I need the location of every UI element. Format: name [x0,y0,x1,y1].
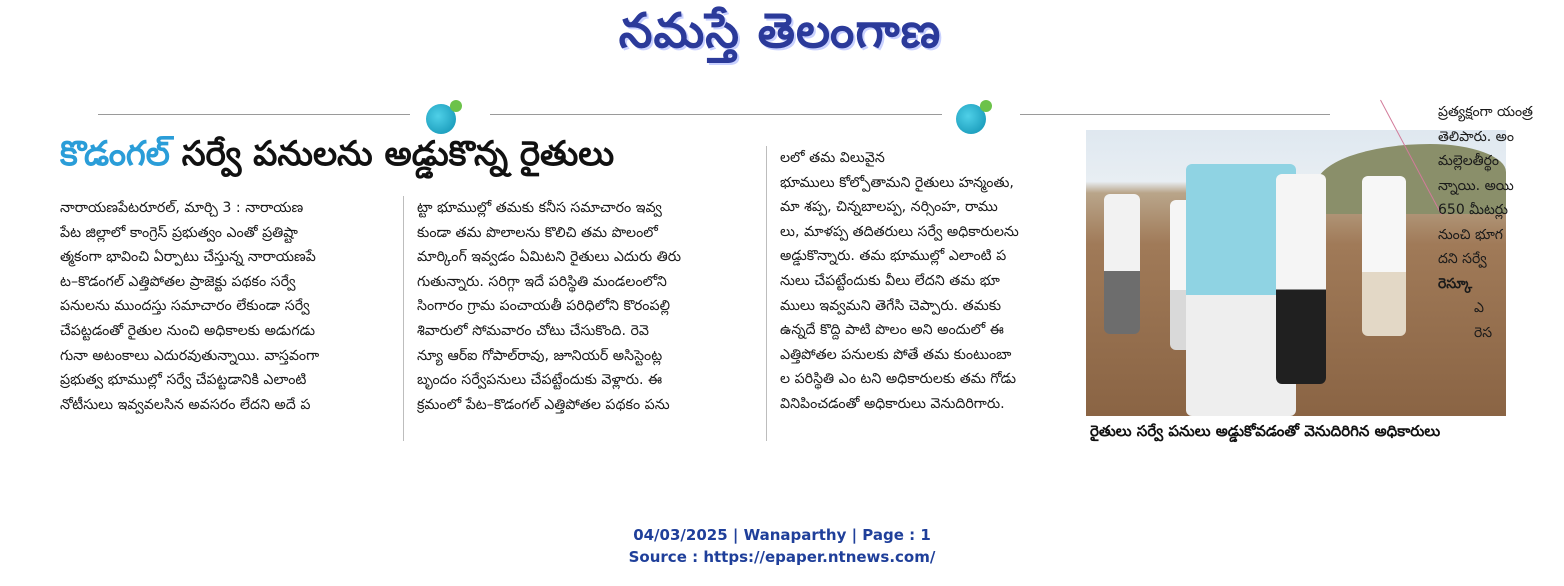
column-divider [403,196,404,441]
column-line: అడ్డుకొన్నారు. తమ భూముల్లో ఎలాంటి ప [780,248,1007,265]
photo-person [1362,176,1406,336]
headline-text: సర్వే పనులను అడ్డుకొన్న రైతులు [181,134,615,174]
headline-keyword: కొడంగల్ [60,134,170,174]
column-line: ప్రత్యక్షంగా యంత్ర [1438,104,1533,120]
column-line: ల పరిస్థితి ఎం టని అధికారులకు తమ గోడు [780,371,1017,388]
photo-person [1276,174,1326,384]
footer-date-edition: 04/03/2025 | Wanaparthy | Page : 1 [633,526,931,544]
column-line: 650 మీటర్లు [1438,202,1508,218]
column-line: నులు చేపట్టేందుకు వీలు లేదని తమ భూ [780,272,1000,289]
masthead-title: నమస్తే తెలంగాణ [618,3,942,59]
column-line: క్రమంలో పేట–కొడంగల్ ఎత్తిపోతల పథకం పను [417,396,670,413]
column-line: గుతున్నారు. సరిగ్గా ఇదే పరిస్థితి మండలంలోని [417,273,667,290]
column-divider [766,146,767,441]
column-line: నారాయణపేటరూరల్, మార్చి 3 : నారాయణ [60,200,304,216]
column-line: బృందం సర్వేపనులు చేపట్టేందుకు వెళ్లారు. ఈ [417,372,663,389]
column-line: లలో తమ విలువైన [780,150,885,166]
column-line: భూములు కోల్పోతామని రైతులు హన్మంతు, [780,174,1014,191]
column-line: మా శప్ప, చిన్నబాలప్ప, నర్సింహ, రాము [780,199,998,216]
column-line: పనులను ముందస్తు సమాచారం లేకుండా సర్వే [60,298,310,315]
column-line: ములు ఇవ్వమని తెగేసి చెప్పారు. తమకు [780,297,1002,314]
column-line: న్యూ ఆర్ఐ గోపాల్‌రావు, జూనియర్ అసిస్టెంట్ల [417,347,663,364]
article-headline [60,134,760,180]
column-line: వినిపించడంతో అధికారులు వెనుదిరిగారు. [780,395,1005,412]
byline-sub: రెస [1474,324,1493,341]
newspaper-logo-drop-icon-2 [956,104,986,134]
column-line: కుండా తమ పొలాలను కొలిచి తమ పొలంలో [417,224,658,241]
column-line: సింగారం గ్రామ పంచాయతీ పరిధిలోని కొరంపల్లి [417,298,670,315]
footer-source: Source : https://epaper.ntnews.com/ [628,548,936,566]
article-column-3 [780,146,1078,446]
adjacent-article-column [1438,100,1564,360]
column-line: గునా అటంకాలు ఎదురవుతున్నాయి. వాస్తవంగా [60,347,320,364]
column-line: లు, మాళప్ప తదితరులు సర్వే అధికారులను [780,223,1019,240]
column-line: న్నాయి. అయి [1438,177,1514,194]
column-line: పేట జిల్లాలో కాంగ్రెస్ ప్రభుత్వం ఎంతో ప్రతిష్టా [60,224,298,241]
column-line: ట–కొడంగల్ ఎత్తిపోతల ప్రాజెక్టు పథకం సర్వే [60,273,296,290]
photo-caption: రైతులు సర్వే పనులు అడ్డుకోవడంతో వెనుదిరిగిన అధికారులు [1090,422,1441,440]
divider-middle [490,114,942,115]
column-line: ట్టా భూముల్లో తమకు కనీస సమాచారం ఇవ్వ [417,200,662,216]
divider-right [1020,114,1330,115]
byline: రెస్కూ [1438,275,1473,292]
column-line: తెలిపారు. అం [1438,128,1514,145]
column-line: నోటీసులు ఇవ్వవలసిన అవసరం లేదని అదే ప [60,396,311,413]
column-line: త్మకంగా భావించి ఏర్పాటు చేస్తున్న నారాయణపే [60,249,316,266]
column-line: చేపట్టడంతో రైతుల నుంచి అధికాలకు అడుగడు [60,322,316,339]
column-line: మల్లెలతీర్థం [1438,153,1500,169]
photo-person [1104,194,1140,334]
column-line: ఎత్తిపోతల పనులకు పోతే తమ కుంటుంబా [780,346,1012,363]
column-line: మార్కింగ్ ఇవ్వడం ఏమిటని రైతులు ఎదురు తిరు [417,249,682,266]
column-line: శివారులో సోమవారం చోటు చేసుకొంది. రెవె [417,322,649,339]
article-column-2 [417,196,757,446]
column-line: నుంచి భూగ [1438,226,1503,243]
article-column-1 [60,196,390,446]
column-line: దని సర్వే [1438,251,1487,267]
column-line: ప్రభుత్వ భూముల్లో సర్వే చేపట్టడానికి ఎలాంటి [60,372,307,389]
divider-left [98,114,410,115]
byline-sub: ఎ [1474,300,1484,316]
column-line: ఉన్నదే కొద్ది పాటి పొలం అని అందులో ఈ [780,322,1004,339]
newspaper-logo-drop-icon [426,104,456,134]
